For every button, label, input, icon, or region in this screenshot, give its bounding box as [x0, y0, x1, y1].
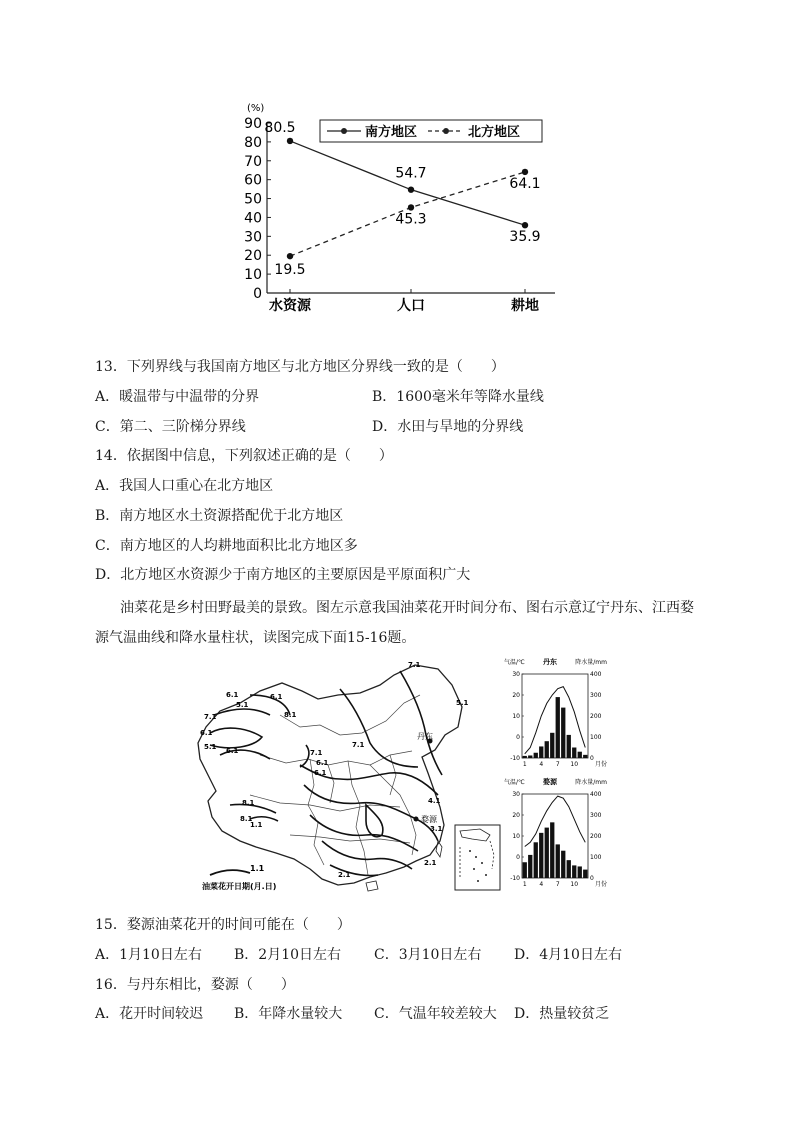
data-label: 19.5 — [274, 262, 306, 279]
q16-option-a[interactable]: A．花开时间较迟 — [95, 1006, 204, 1022]
isoline-label: 7.1 — [204, 713, 217, 721]
precip-axis-title: 降水量/mm — [575, 779, 607, 786]
isoline-label: 5.1 — [456, 699, 469, 707]
q16-stem: 16．与丹东相比，婺源（ ） — [95, 977, 295, 993]
month-tick: 4 — [539, 881, 544, 888]
precip-tick: 400 — [590, 791, 602, 798]
q15-stem: 15．婺源油菜花开的时间可能在（ ） — [95, 917, 351, 933]
isoline-label: 2.1 — [338, 871, 351, 879]
precip-bar — [534, 753, 538, 758]
month-tick: 7 — [555, 761, 560, 768]
x-category-label: 水资源 — [269, 298, 311, 314]
plot-frame — [522, 674, 588, 758]
temp-axis-title: 气温/℃ — [504, 779, 525, 786]
temperature-curve — [525, 687, 586, 754]
hainan — [366, 881, 378, 891]
x-category-label: 耕地 — [511, 298, 539, 314]
y-tick-label: 30 — [244, 229, 262, 246]
precip-bar — [550, 733, 554, 758]
month-tick: 1 — [522, 881, 527, 888]
legend-north: 北方地区 — [468, 125, 521, 140]
precip-bar — [561, 708, 565, 758]
precip-bar — [583, 870, 587, 878]
y-tick-label: 60 — [244, 172, 262, 189]
precip-axis-title: 降水量/mm — [575, 659, 607, 666]
temp-tick: -10 — [510, 875, 520, 882]
precip-bar — [545, 741, 549, 758]
precip-tick: 400 — [590, 671, 602, 678]
q14-option-d[interactable]: D．北方地区水资源少于南方地区的主要原因是平原面积广大 — [95, 567, 471, 583]
y-tick-label: 90 — [244, 116, 262, 132]
precip-bar — [567, 860, 571, 878]
data-label: 35.9 — [509, 229, 541, 246]
data-label: 45.3 — [395, 211, 427, 228]
temp-tick: -10 — [510, 755, 520, 762]
month-unit: 月份 — [594, 761, 607, 768]
month-tick: 7 — [555, 881, 560, 888]
q16-option-c[interactable]: C．气温年较差较大 — [374, 1006, 497, 1022]
station-title: 婺源 — [543, 778, 557, 786]
isoline-label: 4.1 — [428, 797, 441, 805]
q15-option-b[interactable]: B．2月10日左右 — [234, 947, 342, 963]
q13-option-a[interactable]: A．暖温带与中温带的分界 — [95, 389, 260, 405]
temp-tick: 10 — [512, 833, 520, 840]
temp-tick: 0 — [516, 734, 520, 741]
precip-bar — [550, 822, 554, 878]
month-tick: 10 — [570, 881, 579, 888]
legend-south: 南方地区 — [365, 125, 418, 140]
precip-bar — [556, 844, 560, 878]
temp-tick: 30 — [512, 791, 520, 798]
precip-bar — [561, 851, 565, 878]
isoline-label: 2.1 — [424, 859, 437, 867]
map-legend-value: 1.1 — [250, 864, 265, 873]
station-title: 丹东 — [543, 658, 557, 666]
q14-option-a[interactable]: A．我国人口重心在北方地区 — [95, 478, 274, 494]
q13-option-d[interactable]: D．水田与旱地的分界线 — [372, 419, 524, 435]
data-point — [408, 204, 414, 210]
data-point — [287, 138, 293, 144]
precip-bar — [539, 746, 543, 758]
q13-option-b[interactable]: B．1600毫米年等降水量线 — [372, 389, 544, 405]
isoline-label: 7.1 — [310, 749, 323, 757]
precip-bar — [545, 828, 549, 878]
q13-stem: 13．下列界线与我国南方地区与北方地区分界线一致的是（ ） — [95, 359, 505, 375]
precip-bar — [528, 755, 532, 758]
precip-tick: 200 — [590, 833, 602, 840]
wuyuan-dot — [414, 817, 419, 822]
temp-tick: 20 — [512, 812, 520, 819]
map-legend-line — [210, 870, 250, 875]
precip-bar — [528, 855, 532, 878]
temp-tick: 0 — [516, 854, 520, 861]
precip-bar — [572, 748, 576, 759]
y-tick-label: 20 — [244, 248, 262, 265]
isoline-label: 6.1 — [226, 747, 239, 755]
temperature-curve — [525, 796, 586, 846]
intro-line-2: 源气温曲线和降水量柱状，读图完成下面15-16题。 — [95, 630, 416, 646]
isoline-label: 6.1 — [226, 691, 239, 699]
y-tick-label: 80 — [244, 134, 262, 151]
precip-bar — [523, 756, 527, 758]
precip-bar — [556, 697, 560, 758]
intro-line-1: 油菜花是乡村田野最美的景致。图左示意我国油菜花开时间分布、图右示意辽宁丹东、江西婺 — [120, 600, 694, 616]
map-legend-caption: 油菜花开日期(月.日) — [202, 882, 277, 891]
isoline-label: 6.1 — [314, 769, 327, 777]
isoline-label: 1.1 — [250, 821, 263, 829]
precip-bar — [567, 735, 571, 758]
y-tick-label: 10 — [244, 267, 262, 284]
precip-tick: 0 — [590, 875, 594, 882]
isoline-label: 6.1 — [316, 759, 329, 767]
precip-tick: 100 — [590, 734, 602, 741]
q16-option-d[interactable]: D．热量较贫乏 — [514, 1006, 610, 1022]
china-rapeseed-bloom-map — [190, 655, 505, 900]
line-chart — [235, 95, 565, 320]
precip-bar — [534, 842, 538, 878]
precip-tick: 100 — [590, 854, 602, 861]
y-tick-label: 50 — [244, 191, 262, 208]
precip-tick: 300 — [590, 692, 602, 699]
data-point — [408, 186, 414, 192]
data-point — [522, 222, 528, 228]
isoline-label: 6.1 — [270, 693, 283, 701]
month-tick: 10 — [570, 761, 579, 768]
precip-tick: 300 — [590, 812, 602, 819]
y-axis-unit: (%) — [247, 103, 265, 114]
isoline-label: 8.1 — [242, 799, 255, 807]
isoline-label: 3.1 — [430, 825, 443, 833]
climate-chart-wuyuan — [502, 776, 610, 900]
month-unit: 月份 — [594, 881, 607, 888]
y-tick-label: 40 — [244, 210, 262, 227]
y-tick-label: 70 — [244, 153, 262, 170]
data-label: 64.1 — [509, 175, 541, 192]
precip-bar — [539, 833, 543, 878]
q14-option-b[interactable]: B．南方地区水土资源搭配优于北方地区 — [95, 508, 344, 524]
precip-bar — [583, 755, 587, 758]
precip-bar — [578, 752, 582, 758]
y-tick-label: 0 — [253, 286, 262, 302]
q14-option-c[interactable]: C．南方地区的人均耕地面积比北方地区多 — [95, 538, 358, 554]
month-tick: 4 — [539, 761, 544, 768]
q15-option-a[interactable]: A．1月10日左右 — [95, 947, 202, 963]
q16-option-b[interactable]: B．年降水量较大 — [234, 1006, 343, 1022]
precip-bar — [578, 866, 582, 878]
precip-tick: 200 — [590, 713, 602, 720]
temp-axis-title: 气温/℃ — [504, 659, 525, 666]
precip-bar — [523, 862, 527, 878]
isoline-label: 7.1 — [352, 741, 365, 749]
temp-tick: 10 — [512, 713, 520, 720]
precip-tick: 0 — [590, 755, 594, 762]
isoline-label: 5.1 — [236, 701, 249, 709]
data-label: 80.5 — [264, 119, 296, 136]
isoline-label: 6.1 — [200, 729, 213, 737]
province-borders — [250, 695, 420, 875]
isoline-label: 8.1 — [284, 711, 297, 719]
data-point — [287, 253, 293, 259]
wuyuan-label: 婺源 — [421, 815, 437, 824]
q13-option-c[interactable]: C．第二、三阶梯分界线 — [95, 419, 246, 435]
temp-tick: 20 — [512, 692, 520, 699]
q14-stem: 14．依据图中信息，下列叙述正确的是（ ） — [95, 448, 393, 464]
precip-bar — [572, 865, 576, 878]
temp-tick: 30 — [512, 671, 520, 678]
data-point — [522, 169, 528, 175]
chart-legend — [320, 120, 542, 142]
dandong-label: 丹东 — [417, 732, 433, 741]
climate-chart-dandong — [502, 656, 610, 774]
q15-option-c[interactable]: C．3月10日左右 — [374, 947, 482, 963]
q15-option-d[interactable]: D．4月10日左右 — [514, 947, 622, 963]
x-category-label: 人口 — [397, 298, 425, 314]
isoline-label: 8.1 — [240, 815, 253, 823]
data-label: 54.7 — [395, 165, 427, 182]
isoline-label: 5.1 — [204, 743, 217, 751]
month-tick: 1 — [522, 761, 527, 768]
isoline-label: 7.1 — [408, 661, 421, 669]
